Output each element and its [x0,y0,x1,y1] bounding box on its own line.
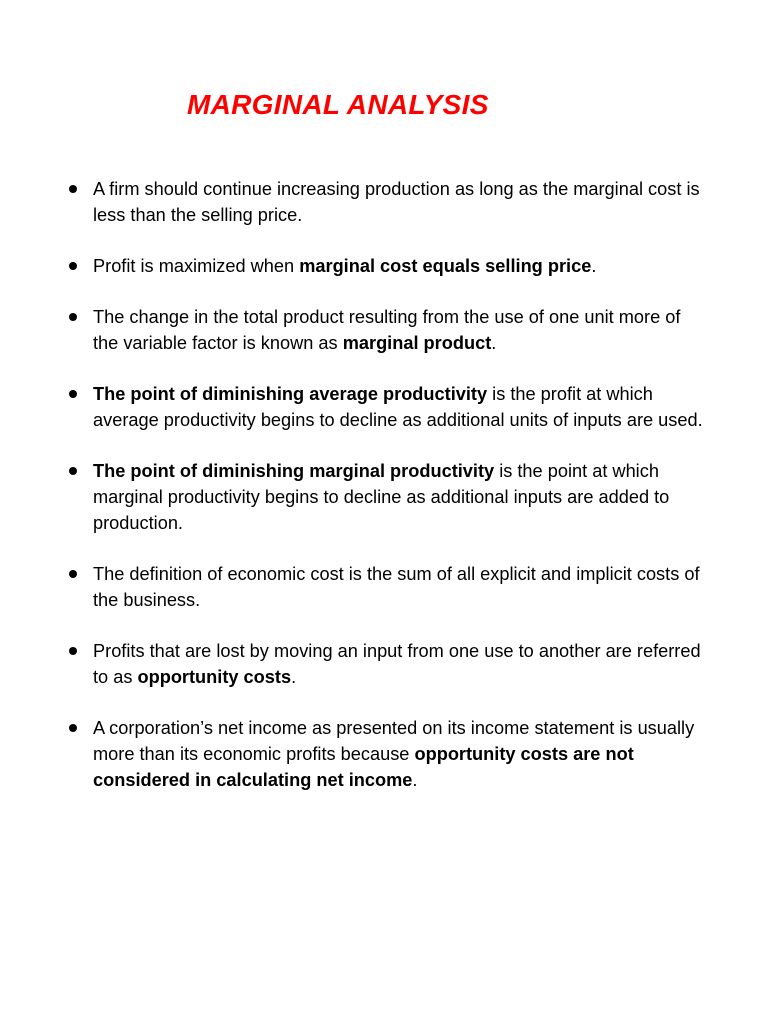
bullet-text [93,384,703,430]
bullet-item [67,304,707,356]
bullet-dot-icon [69,390,77,398]
bullet-list [67,176,707,818]
text-segment: is the point at which marginal productivity begins to decline as additional inputs are added to production. [93,461,670,533]
text-segment: The change in the total product resulting from the use of one unit more of the variable factor is known as [93,307,681,353]
bullet-text [93,461,669,533]
bullet-text [93,179,700,225]
page-title: MARGINAL ANALYSIS [187,89,489,120]
text-segment: . [412,770,418,790]
bullet-item [67,381,707,433]
bullet-text [93,256,596,276]
bullet-dot-icon [69,313,77,321]
text-segment: Profits that are lost by moving an input from one use to another are referred to as [93,641,701,687]
bullet-item [67,638,707,690]
bullet-dot-icon [69,185,77,193]
bullet-dot-icon [69,262,77,270]
bold-text-segment: The point of diminishing average productivity [93,384,488,404]
text-segment: is the profit at which average productivity begins to decline as additional units of inputs are used. [93,384,703,430]
bullet-text [93,564,700,610]
bold-text-segment: opportunity costs are not considered in calculating net income [93,744,634,790]
text-segment: Profit is maximized when [93,256,300,276]
bold-text-segment: marginal product [342,333,492,353]
bullet-text [93,641,701,687]
bullet-dot-icon [69,647,77,655]
bullet-item [67,561,707,613]
bullet-text [93,307,680,353]
text-segment: A corporation’s net income as presented on its income statement is usually more than its economic profits because [93,718,695,764]
bold-text-segment: The point of diminishing marginal productivity [93,461,495,481]
bullet-dot-icon [69,570,77,578]
text-segment: . [291,667,297,687]
bullet-item [67,715,707,793]
bullet-text [93,718,694,790]
bullet-item [67,253,707,279]
bullet-dot-icon [69,467,77,475]
text-segment: A firm should continue increasing production as long as the marginal cost is less than the selling price. [93,179,700,225]
text-segment: . [491,333,497,353]
bullet-item [67,458,707,536]
bold-text-segment: marginal cost equals selling price [299,256,592,276]
bold-text-segment: opportunity costs [137,667,292,687]
bullet-item [67,176,707,228]
text-segment: . [591,256,597,276]
bullet-dot-icon [69,724,77,732]
text-segment: The definition of economic cost is the sum of all explicit and implicit costs of the business. [93,564,700,610]
